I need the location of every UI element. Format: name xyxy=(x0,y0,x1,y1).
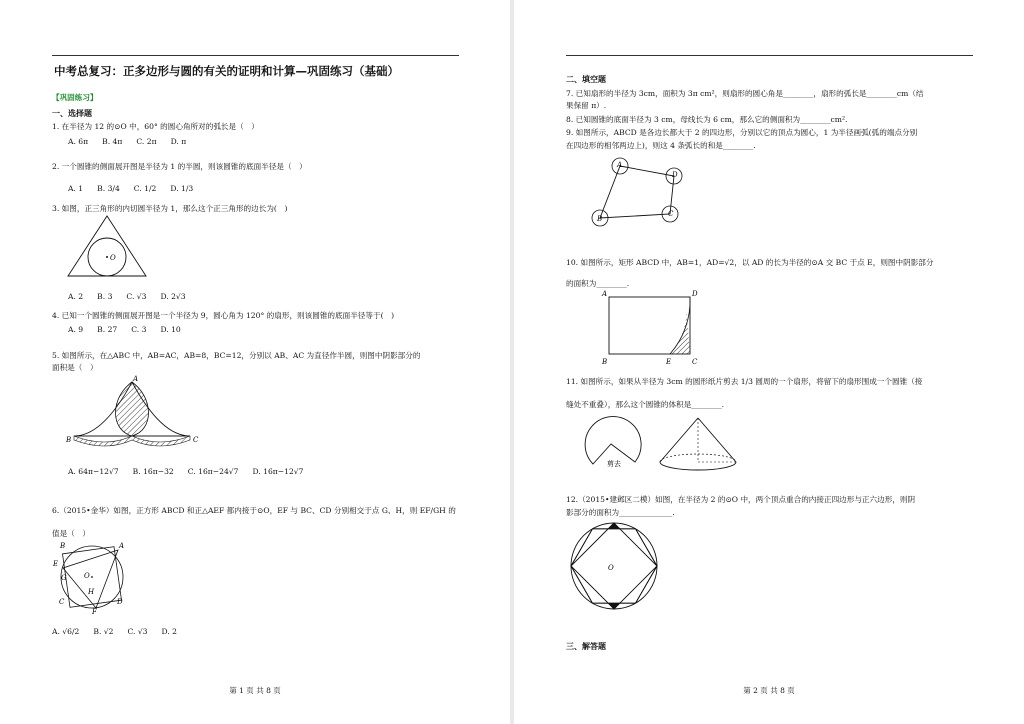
question-9-line-2: 在四边形的相邻两边上)，则这 4 条弧长的和是________. xyxy=(566,141,756,150)
point-a-label: A xyxy=(119,542,125,550)
vertex-c-label: C xyxy=(193,436,199,444)
option-a: A. 1 xyxy=(68,184,84,193)
square-triangle-circle-figure xyxy=(53,542,128,616)
question-3: 3. 如图，正三角形的内切圆半径为 1，那么这个正三角形的边长为( ) xyxy=(52,204,288,213)
center-point xyxy=(106,256,108,258)
option-d: D. π xyxy=(170,137,187,146)
cone-right-edge xyxy=(698,418,736,462)
question-11-line-1: 11. 如图所示，如果从半径为 3cm 的圆形纸片剪去 1/3 圆周的一个扇形，将留下的扇形围成一个圆锥（接 xyxy=(566,377,923,386)
option-c: C. 3 xyxy=(131,325,147,334)
option-b: B. 4π xyxy=(102,137,123,146)
option-c: C. 1/2 xyxy=(133,184,157,193)
question-6-line-2: 值是（ ） xyxy=(52,529,90,538)
vertex-c-label: C xyxy=(692,358,698,366)
point-o-label: O xyxy=(84,572,90,580)
vertex-c-label: C xyxy=(668,210,674,218)
question-2: 2. 一个圆锥的侧面展开图是半径为 1 的半圆，则该圆锥的底面半径是（ ） xyxy=(52,162,307,171)
triangle-incircle-figure xyxy=(66,214,148,280)
vertex-d-label: D xyxy=(672,171,678,179)
point-d-label: D xyxy=(117,598,123,606)
question-12-line-1: 12.（2015•建邺区二模）如图，在半径为 2 的⊙O 中，两个顶点重合的内接正四边形与正六边形，则阴 xyxy=(566,495,916,504)
question-5-line-2: 面积是（ ） xyxy=(52,363,98,372)
page-footer: 第 2 页 共 8 页 xyxy=(743,686,795,695)
cone-cutting-figure xyxy=(580,414,760,476)
question-4-options xyxy=(68,324,195,335)
question-7-line-1: 7. 已知扇形的半径为 3cm，面积为 3π cm²，则扇形的圆心角是________，扇形的弧长是________cm（结 xyxy=(566,89,924,98)
option-a: A. 6π xyxy=(68,137,89,146)
center-label: O xyxy=(110,254,116,262)
rectangle-arc-figure xyxy=(600,292,704,366)
section-heading-choice: 一、选择题 xyxy=(52,109,92,118)
cone-base-front xyxy=(660,462,736,470)
option-b: B. 3 xyxy=(97,292,113,301)
question-6-options xyxy=(52,626,191,637)
question-10-line-2: 的面积为________. xyxy=(566,279,630,288)
shaded-lens xyxy=(116,382,149,436)
practice-tag: 【巩固练习】 xyxy=(52,93,98,102)
option-a: A. 64π−12√7 xyxy=(68,467,119,476)
option-d: D. 2 xyxy=(161,627,177,636)
equilateral-triangle xyxy=(68,216,146,276)
page-footer: 第 1 页 共 8 页 xyxy=(229,686,281,695)
vertex-b-label: B xyxy=(597,215,603,223)
section-heading-solve: 三、解答题 xyxy=(566,642,606,651)
header-rule xyxy=(52,55,459,56)
page-1 xyxy=(0,0,510,724)
point-b-label: B xyxy=(60,542,66,550)
point-e-label: E xyxy=(53,560,59,568)
option-d: D. 16π−12√7 xyxy=(252,467,304,476)
question-12-line-2: 影部分的面积为______________. xyxy=(566,508,675,517)
question-8: 8. 已知圆锥的底面半径为 3 cm，母线长为 6 cm，那么它的侧面积为________cm². xyxy=(566,115,848,124)
vertex-b-label: B xyxy=(602,358,608,366)
option-a: A. 9 xyxy=(68,325,84,334)
question-9-line-1: 9. 如图所示，ABCD 是各边长都大于 2 的四边形，分别以它的顶点为圆心，1 为半径画弧(弧的端点分别 xyxy=(566,128,918,137)
question-10-line-1: 10. 如图所示，矩形 ABCD 中，AB=1，AD=√2，以 AD 的长为半径的⊙A 交 BC 于点 E，则图中阴影部分 xyxy=(566,258,934,267)
question-2-options xyxy=(68,183,207,194)
question-1-options xyxy=(68,136,200,147)
remaining-sector xyxy=(585,417,641,464)
option-c: C. 16π−24√7 xyxy=(187,467,239,476)
vertex-a-label: A xyxy=(617,161,623,169)
vertex-b-label: B xyxy=(66,436,72,444)
option-b: B. √2 xyxy=(93,627,114,636)
point-f-label: F xyxy=(92,608,97,616)
page-2 xyxy=(514,0,1024,724)
point-e-label: E xyxy=(666,358,672,366)
point-h-label: H xyxy=(88,588,95,596)
vertex-d-label: D xyxy=(692,290,698,298)
option-a: A. √6/2 xyxy=(52,627,80,636)
header-rule xyxy=(566,55,973,56)
question-6-line-1: 6.（2015•金华）如图，正方形 ABCD 和正△AEF 都内接于⊙O，EF 与 BC、CD 分别相交于点 G、H，则 EF/GH 的 xyxy=(52,506,456,515)
option-d: D. 1/3 xyxy=(170,184,194,193)
option-c: C. 2π xyxy=(136,137,157,146)
point-g-label: G xyxy=(61,574,67,582)
question-1: 1. 在半径为 12 的⊙O 中，60° 的圆心角所对的弧长是（ ） xyxy=(52,122,259,131)
question-7-line-2: 果保留 π）. xyxy=(566,101,607,110)
inscribed-hexagon-cutout xyxy=(571,529,657,603)
option-b: B. 3/4 xyxy=(97,184,120,193)
shaded-base-segments xyxy=(74,436,190,446)
option-d: D. 2√3 xyxy=(160,292,186,301)
question-11-line-2: 缝处不重叠），那么这个圆锥的体积是________. xyxy=(566,400,725,409)
question-5-options xyxy=(68,466,317,477)
triangle-semicircles-figure xyxy=(66,375,200,448)
center-label: O xyxy=(608,564,614,572)
question-3-options xyxy=(68,291,200,302)
document-title: 中考总复习：正多边形与圆的有关的证明和计算—巩固练习（基础） xyxy=(54,64,399,78)
cut-away-label: 剪去 xyxy=(607,460,621,468)
question-5-line-1: 5. 如图所示，在△ABC 中，AB=AC，AB=8，BC=12，分别以 AB、AC 为直径作半圆，则图中阴影部分的 xyxy=(52,351,421,360)
option-a: A. 2 xyxy=(68,292,84,301)
option-d: D. 10 xyxy=(160,325,181,334)
question-4: 4. 已知一个圆锥的侧面展开图是一个半径为 9，圆心角为 120° 的扇形，则该圆锥的底面半径等于( ) xyxy=(52,311,395,320)
triangle-aef xyxy=(63,550,118,608)
vertex-a-label: A xyxy=(602,290,608,298)
option-c: C. √3 xyxy=(126,292,147,301)
section-heading-fill: 二、填空题 xyxy=(566,75,606,84)
shaded-region xyxy=(670,304,690,354)
center-point xyxy=(91,576,93,578)
square-hexagon-circle-figure xyxy=(568,520,660,612)
option-c: C. √3 xyxy=(127,627,148,636)
point-c-label: C xyxy=(59,598,65,606)
option-b: B. 27 xyxy=(97,325,118,334)
option-b: B. 16π−32 xyxy=(132,467,174,476)
quadrilateral-arcs-figure xyxy=(586,158,694,228)
vertex-a-label: A xyxy=(133,375,139,383)
